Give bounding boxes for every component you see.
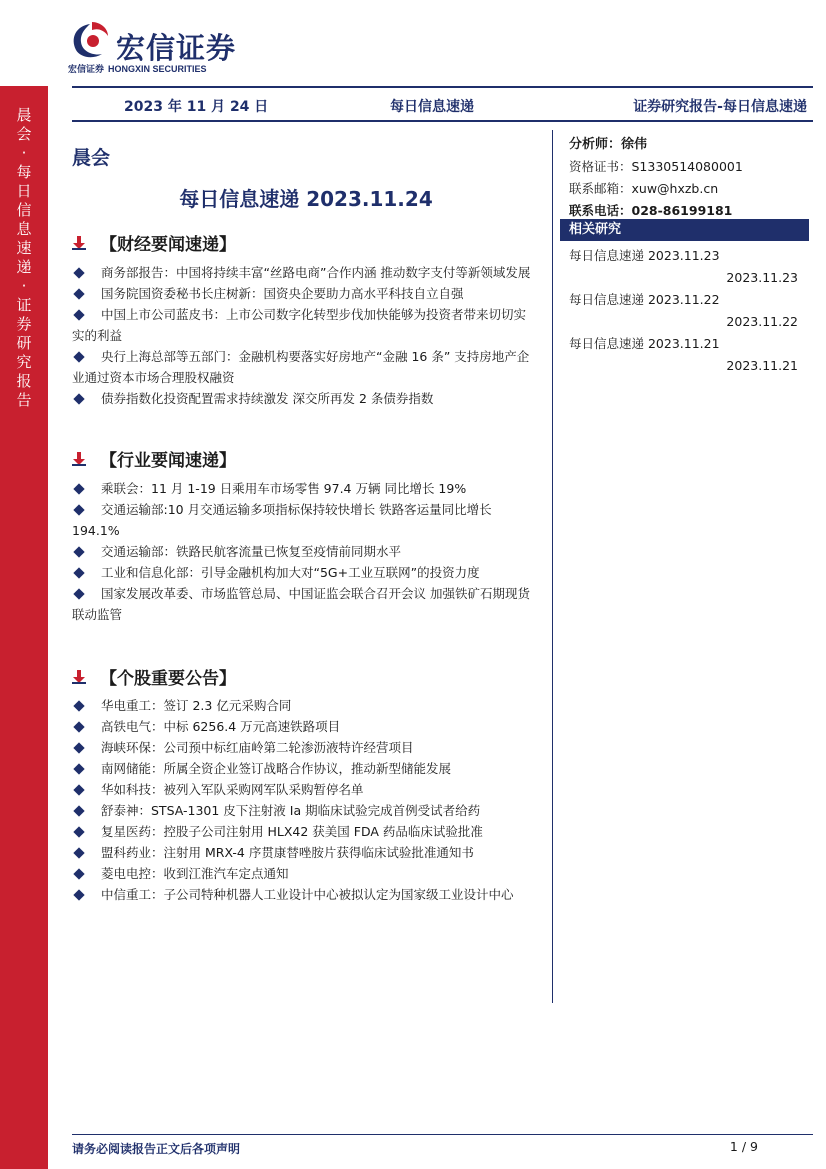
list-item [72, 499, 532, 541]
bullet-icon [73, 700, 84, 711]
bullet-icon [73, 784, 84, 795]
list-item-text: 复星医药：控股子公司注射用 HLX42 获美国 FDA 药品临床试验批准 [101, 824, 483, 839]
list-item [72, 737, 532, 758]
section-heading-text: 【财经要闻速递】 [100, 235, 236, 255]
list-item-text: 中信重工：子公司特种机器人工业设计中心被拟认定为国家级工业设计中心 [101, 887, 514, 902]
related-item-title: 每日信息速递 2023.11.21 [569, 336, 720, 351]
bullet-icon [73, 504, 84, 515]
report-type: 证券研究报告-每日信息速递 [633, 99, 807, 115]
list-item [72, 388, 532, 409]
sidebar-label: 晨 会 · 每 日 信 息 速 递 · 证 券 研 究 报 告 [16, 106, 32, 409]
list-item [72, 304, 532, 346]
list-item-text: 央行上海总部等五部门：金融机构要落实好房地产“金融 16 条” 支持房地产企业通过资本市场合理股权融资 [72, 349, 530, 385]
list-item-text: 华电重工：签订 2.3 亿元采购合同 [101, 698, 292, 713]
related-item-title: 每日信息速递 2023.11.23 [569, 248, 720, 263]
related-research-list [569, 245, 798, 377]
list-item-text: 国务院国资委秘书长庄树新：国资央企要助力高水平科技自立自强 [101, 286, 464, 301]
logo-subtitle [68, 62, 207, 75]
list-item [72, 758, 532, 779]
list-item [72, 562, 532, 583]
page-title: 每日信息速递 2023.11.24 [179, 187, 433, 211]
list-item [72, 884, 532, 905]
bullet-icon [73, 826, 84, 837]
analyst-certificate: 资格证书：S1330514080001 [569, 159, 743, 174]
list-item-text: 高铁电气：中标 6256.4 万元高速铁路项目 [101, 719, 341, 734]
brand-label: 晨会 [72, 147, 111, 169]
column-divider [552, 130, 553, 1003]
list-item-text: 海峡环保：公司预中标红庙岭第二轮渗沥液特许经营项目 [101, 740, 414, 755]
related-research-heading: 相关研究 [560, 219, 809, 241]
related-item-date: 2023.11.23 [726, 270, 798, 285]
logo-name: 宏信证券 [116, 31, 237, 65]
bullet-icon [73, 267, 84, 278]
list-item-text: 商务部报告：中国将持续丰富“丝路电商”合作内涵 推动数字支付等新领域发展 [101, 265, 531, 280]
bullet-icon [73, 763, 84, 774]
section-heading-stocks [72, 664, 236, 689]
bullet-icon [73, 309, 84, 320]
section-marker-icon [72, 670, 86, 684]
bullet-icon [73, 483, 84, 494]
report-date: 2023 年 11 月 24 日 [124, 99, 269, 115]
list-item [72, 478, 532, 499]
list-item [72, 716, 532, 737]
related-item-date: 2023.11.21 [726, 358, 798, 373]
related-item[interactable] [569, 333, 798, 377]
section-heading-finance [72, 230, 236, 255]
list-item-text: 国家发展改革委、市场监管总局、中国证监会联合召开会议 加强铁矿石期现货联动监管 [72, 586, 530, 622]
bullet-icon [73, 288, 84, 299]
related-item-date: 2023.11.22 [726, 314, 798, 329]
logo-sub-cn: 宏信证券 [68, 64, 105, 74]
list-item [72, 346, 532, 388]
bullet-icon [73, 588, 84, 599]
list-item [72, 821, 532, 842]
list-item [72, 262, 532, 283]
list-item [72, 779, 532, 800]
finance-news-list [72, 262, 532, 409]
list-item-text: 交通运输部:10 月交通运输多项指标保持较快增长 铁路客运量同比增长 194.1% [72, 502, 492, 538]
report-series: 每日信息速递 [390, 99, 474, 115]
analyst-info [569, 134, 809, 222]
bullet-icon [73, 546, 84, 557]
list-item [72, 583, 532, 625]
bullet-icon [73, 393, 84, 404]
list-item-text: 债券指数化投资配置需求持续激发 深交所再发 2 条债券指数 [101, 391, 434, 406]
industry-news-list [72, 478, 532, 625]
bullet-icon [73, 742, 84, 753]
footer-disclaimer: 请务必阅读报告正文后各项声明 [72, 1142, 241, 1156]
sidebar [0, 86, 48, 1169]
analyst-email: 联系邮箱：xuw@hxzb.cn [569, 181, 719, 196]
company-logo [68, 20, 268, 76]
list-item [72, 842, 532, 863]
list-item-text: 南网储能：所属全资企业签订战略合作协议，推动新型储能发展 [101, 761, 452, 776]
analyst-name: 分析师：徐伟 [569, 137, 648, 152]
list-item-text: 华如科技：被列入军队采购网军队采购暂停名单 [101, 782, 364, 797]
list-item-text: 舒泰神：STSA-1301 皮下注射液 Ia 期临床试验完成首例受试者给药 [101, 803, 481, 818]
section-marker-icon [72, 236, 86, 250]
stock-announcements-list [72, 695, 532, 905]
list-item-text: 盟科药业：注射用 MRX-4 序贯康替唑胺片获得临床试验批准通知书 [101, 845, 474, 860]
bullet-icon [73, 567, 84, 578]
related-item[interactable] [569, 245, 798, 289]
list-item [72, 541, 532, 562]
header-band [72, 86, 813, 122]
logo-sub-en: HONGXIN SECURITIES [108, 64, 207, 74]
section-heading-text: 【个股重要公告】 [100, 669, 236, 689]
page-number: 1 / 9 [729, 1139, 758, 1154]
bullet-icon [73, 805, 84, 816]
section-marker-icon [72, 452, 86, 466]
list-item-text: 中国上市公司蓝皮书：上市公司数字化转型步伐加快能够为投资者带来切切实实的利益 [72, 307, 527, 343]
analyst-phone: 联系电话：028-86199181 [569, 203, 733, 218]
list-item-text: 乘联会：11 月 1-19 日乘用车市场零售 97.4 万辆 同比增长 19% [101, 481, 467, 496]
list-item-text: 交通运输部：铁路民航客流量已恢复至疫情前同期水平 [101, 544, 402, 559]
list-item-text: 菱电电控：收到江淮汽车定点通知 [101, 866, 289, 881]
related-item-title: 每日信息速递 2023.11.22 [569, 292, 720, 307]
list-item-text: 工业和信息化部：引导金融机构加大对“5G+工业互联网”的投资力度 [101, 565, 480, 580]
list-item [72, 863, 532, 884]
section-heading-industry [72, 446, 236, 471]
bullet-icon [73, 351, 84, 362]
list-item [72, 283, 532, 304]
bullet-icon [73, 847, 84, 858]
bullet-icon [73, 889, 84, 900]
bullet-icon [73, 868, 84, 879]
logo-mark-icon [68, 20, 114, 60]
list-item [72, 800, 532, 821]
list-item [72, 695, 532, 716]
bullet-icon [73, 721, 84, 732]
footer-divider [72, 1134, 813, 1135]
section-heading-text: 【行业要闻速递】 [100, 451, 236, 471]
related-item[interactable] [569, 289, 798, 333]
